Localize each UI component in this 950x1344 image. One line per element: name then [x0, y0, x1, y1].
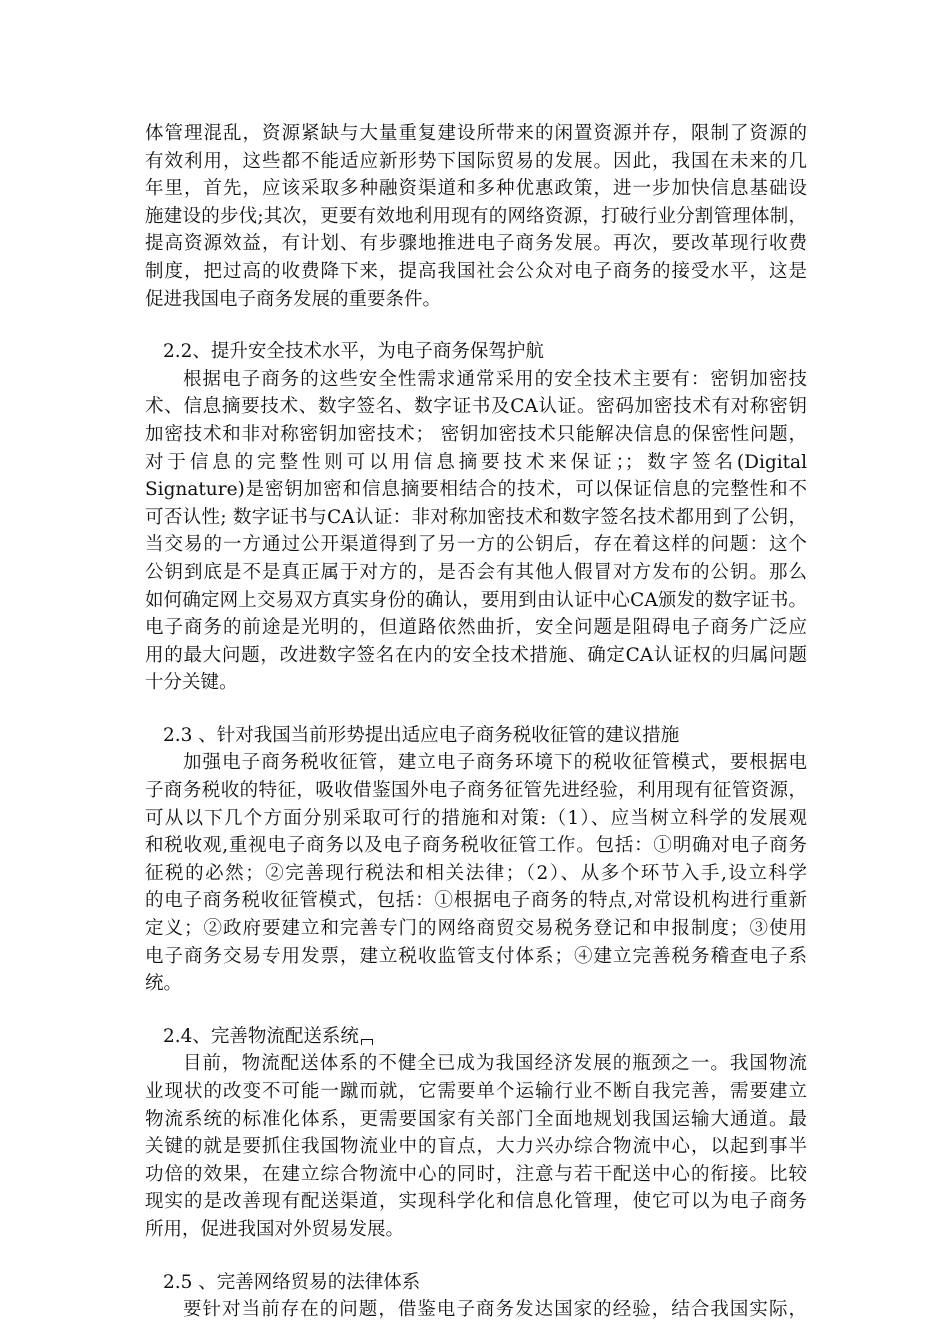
paragraph-line: 目前，物流配送体系的不健全已成为我国经济发展的瓶颈之一。我国物流	[183, 1053, 807, 1075]
paragraph-line: 可否认性; 数字证书与CA认证：非对称加密技术和数字签名技术都用到了公钥，	[145, 506, 807, 528]
paragraph-line: 用的最大问题，改进数字签名在内的安全技术措施、确定CA认证权的归属问题	[145, 644, 807, 666]
paragraph-line: 电子商务的前途是光明的，但道路依然曲折，安全问题是阻碍电子商务广泛应	[145, 617, 807, 639]
paragraph-line: 物流系统的标准化体系，更需要国家有关部门全面地规划我国运输大通道。最	[145, 1108, 807, 1130]
paragraph-line: 对于信息的完整性则可以用信息摘要技术来保证；；数字签名(Digital	[145, 451, 807, 473]
paragraph-line: 加密技术和非对称密钥加密技术； 密钥加密技术只能解决信息的保密性问题，	[145, 423, 807, 445]
paragraph-line: 体管理混乱，资源紧缺与大量重复建设所带来的闲置资源并存，限制了资源的	[145, 123, 807, 144]
paragraph-line: 当交易的一方通过公开渠道得到了另一方的公钥后，存在着这样的问题：这个	[145, 534, 807, 556]
paragraph-line: Signature)是密钥加密和信息摘要相结合的技术，可以保证信息的完整性和不	[145, 479, 807, 501]
section-heading: 2.5 、完善网络贸易的法律体系	[163, 1271, 421, 1293]
paragraph-line: 施建设的步伐;其次，更要有效地利用现有的网络资源，打破行业分割管理体制，	[145, 205, 807, 227]
paragraph-line: 电子商务交易专用发票，建立税收监管支付体系；④建立完善税务稽查电子系	[145, 945, 807, 967]
paragraph-line: 促进我国电子商务发展的重要条件。	[145, 288, 442, 310]
paragraph-line: 现实的是改善现有配送渠道，实现科学化和信息化管理，使它可以为电子商务	[145, 1191, 807, 1213]
section-2-3	[145, 722, 807, 998]
paragraph-line: 加强电子商务税收征管，建立电子商务环境下的税收征管模式，要根据电	[183, 752, 807, 774]
paragraph-line: 根据电子商务的这些安全性需求通常采用的安全技术主要有：密钥加密技	[183, 368, 807, 390]
paragraph-line: 年里，首先，应该采取多种融资渠道和多种优惠政策，进一步加快信息基础设	[145, 178, 807, 200]
paragraph-line: 定义；②政府要建立和完善专门的网络商贸交易税务登记和申报制度；③使用	[145, 918, 807, 940]
section-heading	[145, 1023, 807, 1051]
paragraph-line: 子商务税收的特征，吸收借鉴国外电子商务征管先进经验，利用现有征管资源，	[145, 780, 807, 802]
paragraph-line: 统。	[145, 973, 183, 995]
section-intro-tail	[145, 120, 807, 313]
paragraph-line: 十分关键。	[145, 672, 238, 694]
paragraph-line: 术、信息摘要技术、数字签名、数字证书及CA认证。密码加密技术有对称密钥	[145, 396, 807, 418]
paragraph-line: 提高资源效益，有计划、有步骤地推进电子商务发展。再次，要改革现行收费	[145, 233, 807, 255]
paragraph-line: 的电子商务税收征管模式，包括：①根据电子商务的特点,对常设机构进行重新	[145, 890, 807, 912]
paragraph-line: 可从以下几个方面分别采取可行的措施和对策:（1）、应当树立科学的发展观	[145, 807, 807, 829]
section-2-2	[145, 338, 807, 697]
section-2-4	[145, 1023, 807, 1244]
section-heading-text: 2.4、完善物流配送系统	[163, 1025, 359, 1047]
paragraph-line: 要针对当前存在的问题，借鉴电子商务发达国家的经验，结合我国实际，	[183, 1299, 807, 1321]
paragraph-line: 如何确定网上交易双方真实身份的确认，要用到由认证中心CA颁发的数字证书。	[145, 589, 807, 611]
section-2-5	[145, 1269, 807, 1324]
paragraph-line: 有效利用，这些都不能适应新形势下国际贸易的发展。因此，我国在未来的几	[145, 150, 807, 172]
document-page	[145, 120, 807, 1324]
paragraph-line: 和税收观,重视电子商务以及电子商务税收征管工作。包括：①明确对电子商务	[145, 835, 807, 857]
paragraph-line: 所用，促进我国对外贸易发展。	[145, 1218, 405, 1240]
paragraph-line: 公钥到底是不是真正属于对方的，是否会有其他人假冒对方发布的公钥。那么	[145, 561, 807, 583]
section-heading: 2.2、提升安全技术水平，为电子商务保驾护航	[163, 341, 544, 363]
paragraph-line: 征税的必然；②完善现行税法和相关法律；（2）、从多个环节入手,设立科学	[145, 862, 807, 884]
paragraph-line: 关键的就是要抓住我国物流业中的盲点，大力兴办综合物流中心，以起到事半	[145, 1136, 807, 1158]
paragraph-line: 制度，把过高的收费降下来，提高我国社会公众对电子商务的接受水平，这是	[145, 260, 807, 282]
paragraph-line: 功倍的效果，在建立综合物流中心的同时，注意与若干配送中心的衔接。比较	[145, 1163, 807, 1185]
section-heading: 2.3 、针对我国当前形势提出适应电子商务税收征管的建议措施	[163, 724, 680, 746]
anchor-mark-icon	[361, 1039, 373, 1045]
paragraph-line: 业现状的改变不可能一蹴而就，它需要单个运输行业不断自我完善，需要建立	[145, 1081, 807, 1102]
